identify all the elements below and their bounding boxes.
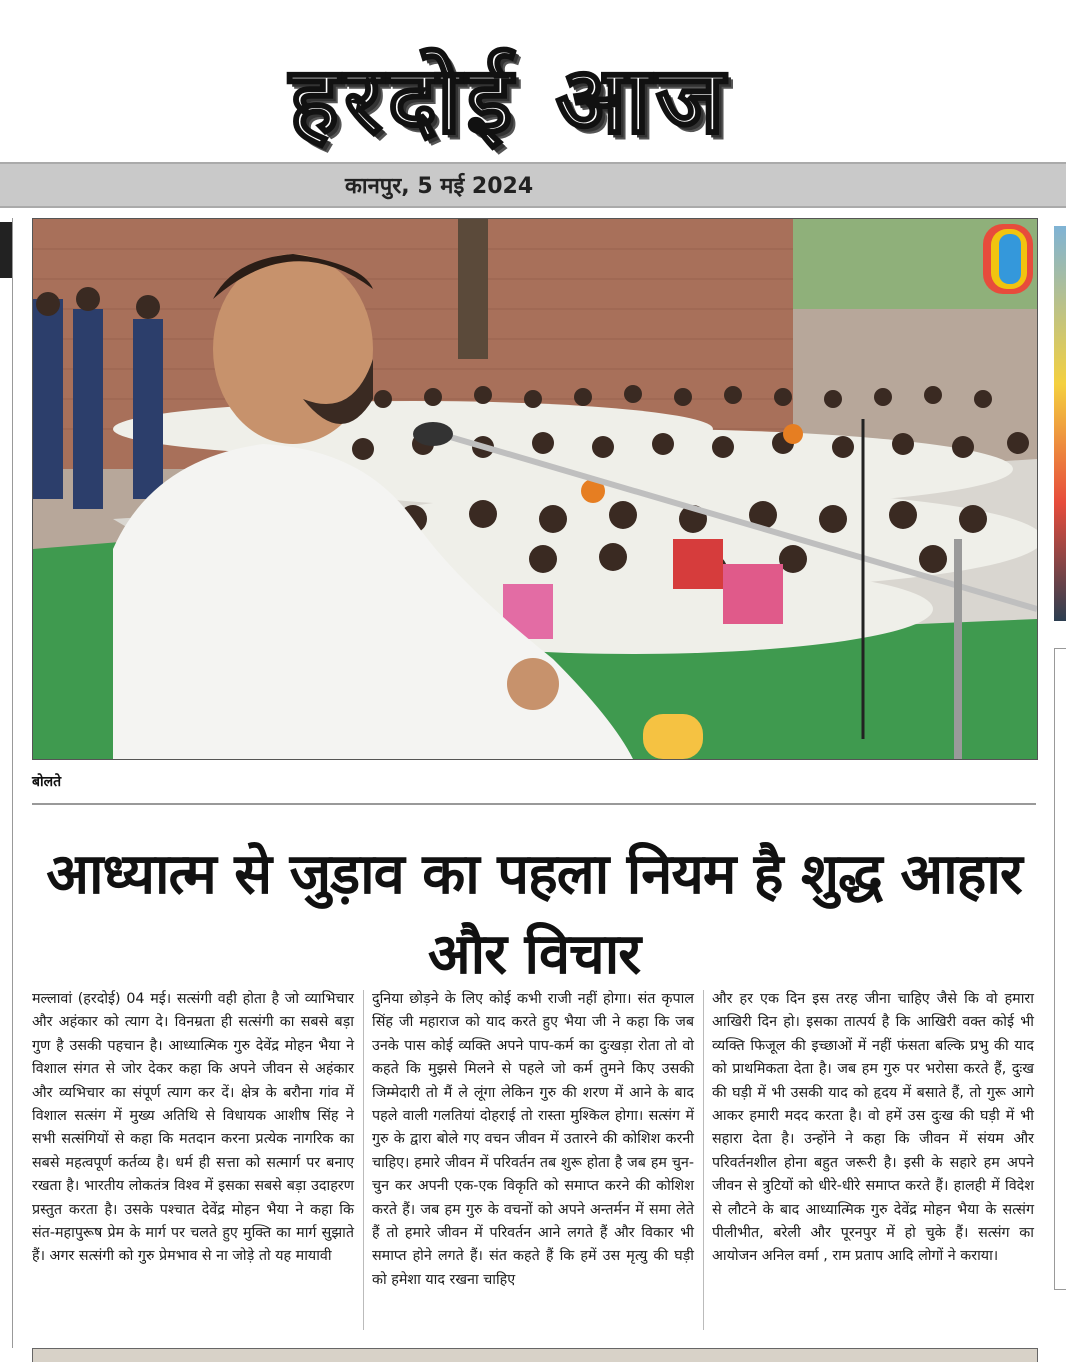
article-column-1: मल्लावां (हरदोई) 04 मई। सत्संगी वही होता है जो व्याभिचार और अहंकार को त्याग दे। विनम्रता ही सत्संगी का सबसे बड़ा गुण है उसकी पहचान है। आध्यात्मिक गुरु देवेंद्र मोहन भैया ने विशाल संगत से जोर देकर कहा कि अपने जीवन से अहंकार और व्यभिचार का संपूर्ण त्याग कर दें। क्षेत्र के बरौना गांव में विशाल सत्संग में मुख्य अतिथि से विधायक आशीष सिंह ने सभी सत्संगियों से कहा कि मतदान करना प्रत्येक नागरिक का सबसे महत्वपूर्ण कर्तव्य है। धर्म ही सत्ता को सत्मार्ग पर बनाए रखता है। भारतीय लोकतंत्र विश्व में इसका सबसे बड़ा उदाहरण प्रस्तुत करता है। उसके पश्चात देवेंद्र मोहन भैया ने कहा कि संत-महापुरूष प्रेम के मार्ग पर चलते हुए मुक्ति का मार्ग सुझाते हैं। अगर सत्संगी को गुरु प्रेमभाव से ना जोड़े तो यह मायावी — [32, 991, 354, 1265]
left-column-edge — [0, 218, 13, 1348]
column-divider — [363, 990, 364, 1330]
masthead — [0, 0, 1066, 162]
right-column-edge — [1052, 218, 1066, 1328]
article-column-3: और हर एक दिन इस तरह जीना चाहिए जैसे कि वो हमारा आखिरी दिन हो। इसका तात्पर्य है कि आखिरी वक्त कोई भी व्यक्ति फिजूल की इच्छाओं में नहीं फंसता बल्कि प्रभु की याद को प्राथमिकता देता है। जब हम गुरु पर भरोसा करते हैं, दुःख की घड़ी में भी उसकी याद को हृदय में बसाते हैं, तो गुरू आगे आकर हमारी मदद करता है। वो हमें उस दुःख की घड़ी में भी सहारा देता है। उन्होंने ने कहा कि जीवन में संयम और परिवर्तनशील होना बहुत जरूरी है। इसी के सहारे हम अपने जीवन से त्रुटियों को धीरे-धीरे समाप्त करते हैं। हालही में विदेश से लौटने के बाद आध्यात्मिक गुरु देवेंद्र मोहन भैया के सत्संग पीलीभीत, बरेली और पूरनपुर में हो चुके हैं। सत्संग का आयोजन अनिल वर्मा , राम प्रताप आदि लोगों ने कराया। — [712, 991, 1034, 1265]
dateline-text: कानपुर, 5 मई 2024 — [345, 174, 534, 199]
article-body — [32, 988, 1036, 1333]
event-photo-illustration — [33, 219, 1037, 759]
article-column-2: दुनिया छोड़ने के लिए कोई कभी राजी नहीं होगा। संत कृपाल सिंह जी महाराज को याद करते हुए भैया जी ने कहा कि जब उनके पास कोई व्यक्ति अपने पाप-कर्म का दुःखड़ा रोता तो वो कहते कि मुझसे मिलने से पहले जो कर्म तुमने किए उसकी जिम्मेदारी तो मैं ले लूंगा लेकिन गुरु की शरण में आने के बाद पहले वाली गलतियां दोहराई तो रास्ता मुश्किल होगा। सत्संग में गुरु के द्वारा बोले गए वचन जीवन में उतारने की कोशिश करनी चाहिए। हमारे जीवन में परिवर्तन तब शुरू होता है जब हम चुन-चुन कर अपनी एक-एक विकृति को समाप्त करने की कोशिश करते हैं। जब हम गुरु के वचनों को अपने अन्तर्मन में समा लेते हैं तो हमारे जीवन में परिवर्तन आने लगते हैं और विकार भी समाप्त होने लगते हैं। संत कहते हैं कि हमें उस मृत्यु की घड़ी को हमेशा याद रखना चाहिए — [372, 991, 694, 1288]
right-edge-photo — [1054, 226, 1066, 621]
event-photo — [32, 218, 1038, 760]
photo-caption: बोलते — [32, 774, 62, 790]
next-article-photo-edge — [32, 1348, 1038, 1362]
column-divider — [703, 990, 704, 1330]
article-headline: आध्यात्म से जुड़ाव का पहला नियम है शुद्ध आहार और विचार — [46, 842, 1022, 987]
dateline-bar — [0, 162, 1066, 208]
newspaper-title: हरदोई आज — [289, 46, 731, 154]
section-divider — [32, 803, 1036, 805]
right-edge-frame — [1054, 648, 1066, 1290]
left-edge-block — [0, 222, 12, 278]
